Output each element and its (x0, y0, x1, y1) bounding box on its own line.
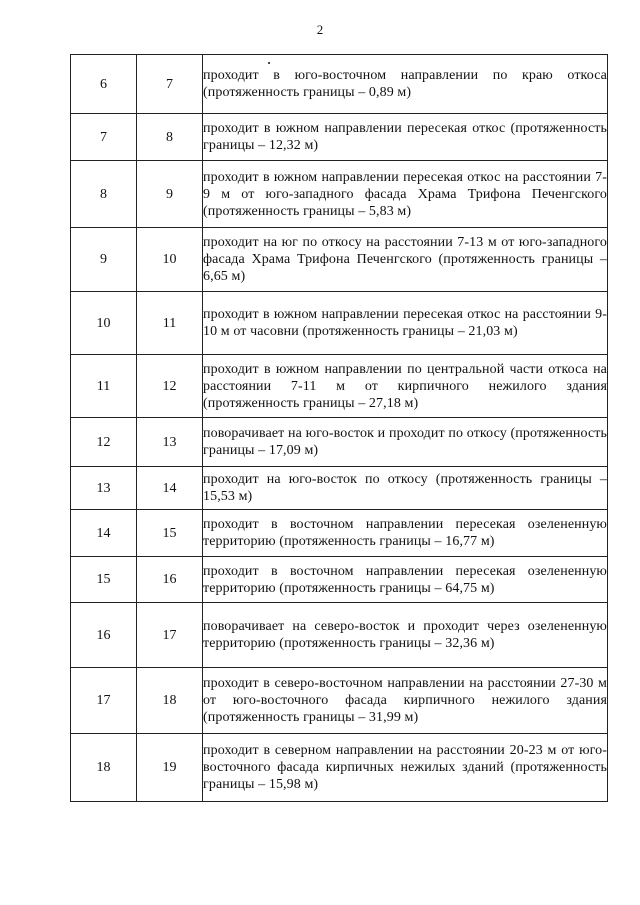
point-from-cell: 16 (71, 603, 137, 668)
table-row (71, 467, 608, 510)
boundary-description-cell: проходит в южном направлении пересекая откос на расстоянии 9-10 м от часовни (протяженность границы – 21,03 м) (203, 292, 608, 355)
point-from-cell: 10 (71, 292, 137, 355)
boundary-description-table (70, 54, 608, 802)
point-to-cell: 14 (137, 467, 203, 510)
table-row (71, 114, 608, 161)
boundary-description-cell: проходит в южном направлении по центральной части откоса на расстоянии 7-11 м от кирпичного нежилого здания (протяженность границы – 27,18 м) (203, 355, 608, 418)
point-from-cell: 14 (71, 510, 137, 557)
point-to-cell: 10 (137, 228, 203, 292)
point-to-cell: 11 (137, 292, 203, 355)
point-to-cell: 9 (137, 161, 203, 228)
table-row (71, 668, 608, 734)
point-to-cell: 16 (137, 557, 203, 603)
point-to-cell: 7 (137, 55, 203, 114)
boundary-description-cell: проходит на юг по откосу на расстоянии 7-13 м от юго-западного фасада Храма Трифона Печенгского (протяженность границы – 6,65 м) (203, 228, 608, 292)
boundary-description-cell: поворачивает на северо-восток и проходит через озелененную территорию (протяженность границы – 32,36 м) (203, 603, 608, 668)
table-row (71, 161, 608, 228)
table-row (71, 228, 608, 292)
table-row (71, 603, 608, 668)
point-from-cell: 15 (71, 557, 137, 603)
point-to-cell: 18 (137, 668, 203, 734)
table-body (71, 55, 608, 802)
point-from-cell: 8 (71, 161, 137, 228)
point-to-cell: 8 (137, 114, 203, 161)
boundary-description-cell: проходит в северном направлении на расстоянии 20-23 м от юго-восточного фасада кирпичных нежилых зданий (протяженность границы – 15,98 м) (203, 734, 608, 802)
boundary-description-cell: проходит в северо-восточном направлении на расстоянии 27-30 м от юго-восточного фасада кирпичного нежилого здания (протяженность границы – 31,99 м) (203, 668, 608, 734)
point-to-cell: 17 (137, 603, 203, 668)
point-from-cell: 6 (71, 55, 137, 114)
point-from-cell: 13 (71, 467, 137, 510)
table-row (71, 734, 608, 802)
page-number: 2 (316, 22, 324, 37)
table-row (71, 292, 608, 355)
table-row (71, 55, 608, 114)
table-row (71, 418, 608, 467)
boundary-description-cell: проходит в южном направлении пересекая откос (протяженность границы – 12,32 м) (203, 114, 608, 161)
point-from-cell: 11 (71, 355, 137, 418)
point-to-cell: 19 (137, 734, 203, 802)
boundary-description-cell: поворачивает на юго-восток и проходит по откосу (протяженность границы – 17,09 м) (203, 418, 608, 467)
point-to-cell: 12 (137, 355, 203, 418)
boundary-description-cell: проходит в восточном направлении пересекая озелененную территорию (протяженность границы – 64,75 м) (203, 557, 608, 603)
boundary-description-cell: проходит в восточном направлении пересекая озелененную территорию (протяженность границы – 16,77 м) (203, 510, 608, 557)
point-from-cell: 18 (71, 734, 137, 802)
table-row (71, 557, 608, 603)
boundary-description-cell: проходит в юго-восточном направлении по краю откоса (протяженность границы – 0,89 м) (203, 55, 608, 114)
point-from-cell: 9 (71, 228, 137, 292)
point-from-cell: 7 (71, 114, 137, 161)
point-from-cell: 17 (71, 668, 137, 734)
point-to-cell: 13 (137, 418, 203, 467)
boundary-description-cell: проходит на юго-восток по откосу (протяженность границы – 15,53 м) (203, 467, 608, 510)
point-to-cell: 15 (137, 510, 203, 557)
point-from-cell: 12 (71, 418, 137, 467)
table-row (71, 355, 608, 418)
table-row (71, 510, 608, 557)
boundary-description-cell: проходит в южном направлении пересекая откос на расстоянии 7-9 м от юго-западного фасада Храма Трифона Печенгского (протяженность границы – 5,83 м) (203, 161, 608, 228)
